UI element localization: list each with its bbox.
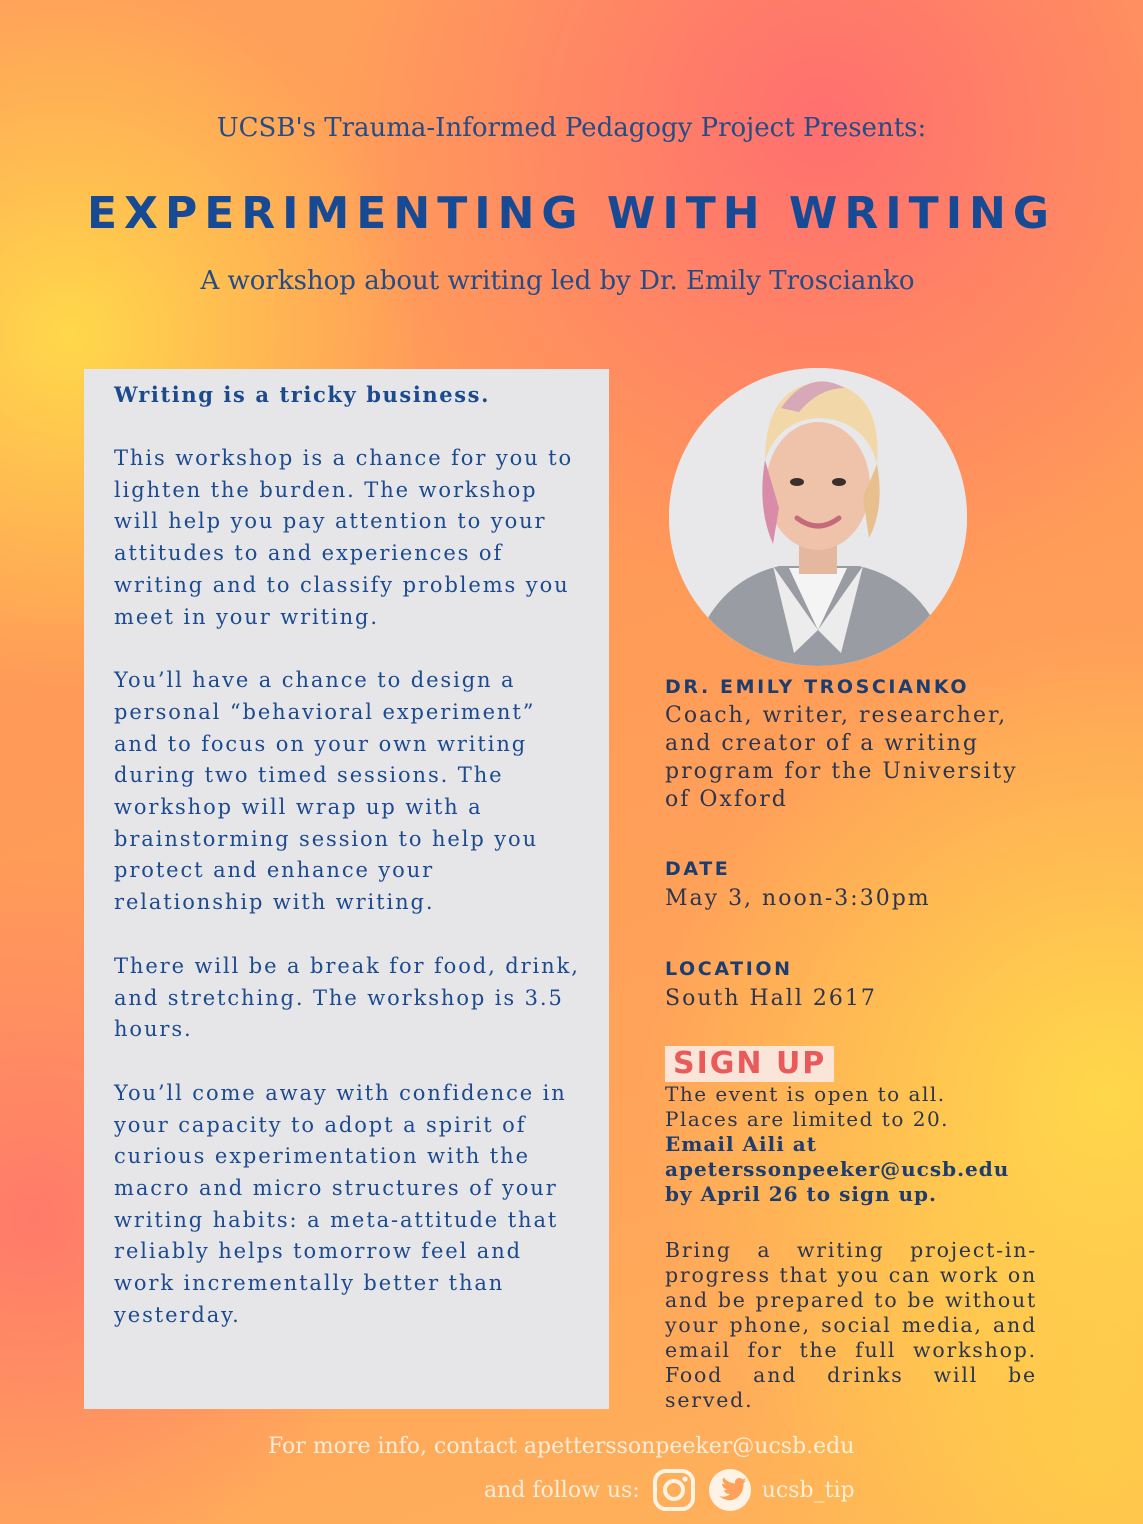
location-value: South Hall 2617 bbox=[665, 986, 877, 1011]
bring-instructions: Bring a writing project-in-progress that you can work on and be prepared to be without your phone, social media, and email for the full workshop. Food and drinks will be served. bbox=[665, 1238, 1037, 1412]
signup-deadline: by April 26 to sign up. bbox=[665, 1182, 937, 1206]
description-paragraph: You’ll come away with confidence in your capacity to adopt a spirit of curious experimentation with the macro and micro structures of your writing habits: a meta-attitude that reliably helps tomorrow feel and work incrementally better than yesterday. bbox=[114, 1080, 567, 1327]
date-section bbox=[665, 858, 1045, 911]
signup-badge: SIGN UP bbox=[665, 1046, 834, 1082]
speaker-name: DR. EMILY TROSCIANKO bbox=[665, 676, 970, 698]
description-box bbox=[84, 369, 609, 1409]
twitter-handle[interactable]: ucsb_tip bbox=[761, 1477, 855, 1503]
description-paragraph: You’ll have a chance to design a personal “behavioral experiment” and to focus on your own writing during two timed sessions. The workshop will wrap up with a brainstorming session to help you protect and enhance your relationship with writing. bbox=[114, 668, 539, 915]
signup-section bbox=[665, 1046, 1045, 1207]
subtitle: A workshop about writing led by Dr. Emily Troscianko bbox=[200, 266, 915, 296]
footer-social bbox=[484, 1467, 855, 1513]
signup-email-link[interactable]: apeterssonpeeker@ucsb.edu bbox=[665, 1157, 1010, 1181]
location-section bbox=[665, 958, 1045, 1011]
signup-limit: Places are limited to 20. bbox=[665, 1107, 950, 1131]
footer-follow-label: and follow us: bbox=[484, 1477, 640, 1503]
signup-email-intro: Email Aili at bbox=[665, 1132, 817, 1156]
description-lead: Writing is a tricky business. bbox=[114, 382, 490, 407]
speaker-section bbox=[665, 676, 1045, 814]
date-value: May 3, noon-3:30pm bbox=[665, 886, 931, 911]
date-label: DATE bbox=[665, 858, 731, 880]
description-paragraph: There will be a break for food, drink, and stretching. The workshop is 3.5 hours. bbox=[114, 953, 580, 1042]
instagram-icon[interactable] bbox=[652, 1468, 696, 1512]
speaker-bio: Coach, writer, researcher, and creator of a writing program for the University of Oxford bbox=[665, 703, 1018, 812]
bring-section bbox=[665, 1238, 1037, 1413]
signup-open: The event is open to all. bbox=[665, 1082, 946, 1106]
twitter-icon[interactable] bbox=[708, 1468, 752, 1512]
speaker-photo bbox=[669, 368, 967, 666]
page-title: EXPERIMENTING WITH WRITING bbox=[86, 188, 1056, 239]
speaker-portrait-illustration bbox=[669, 368, 967, 666]
location-label: LOCATION bbox=[665, 958, 793, 980]
footer-contact[interactable]: For more info, contact apetterssonpeeker@ucsb.edu bbox=[268, 1434, 855, 1459]
presenter-line: UCSB's Trauma-Informed Pedagogy Project Presents: bbox=[216, 113, 927, 143]
description-paragraph: This workshop is a chance for you to lighten the burden. The workshop will help you pay attention to your attitudes to and experiences of writing and to classify problems you meet in your writing. bbox=[114, 446, 574, 629]
